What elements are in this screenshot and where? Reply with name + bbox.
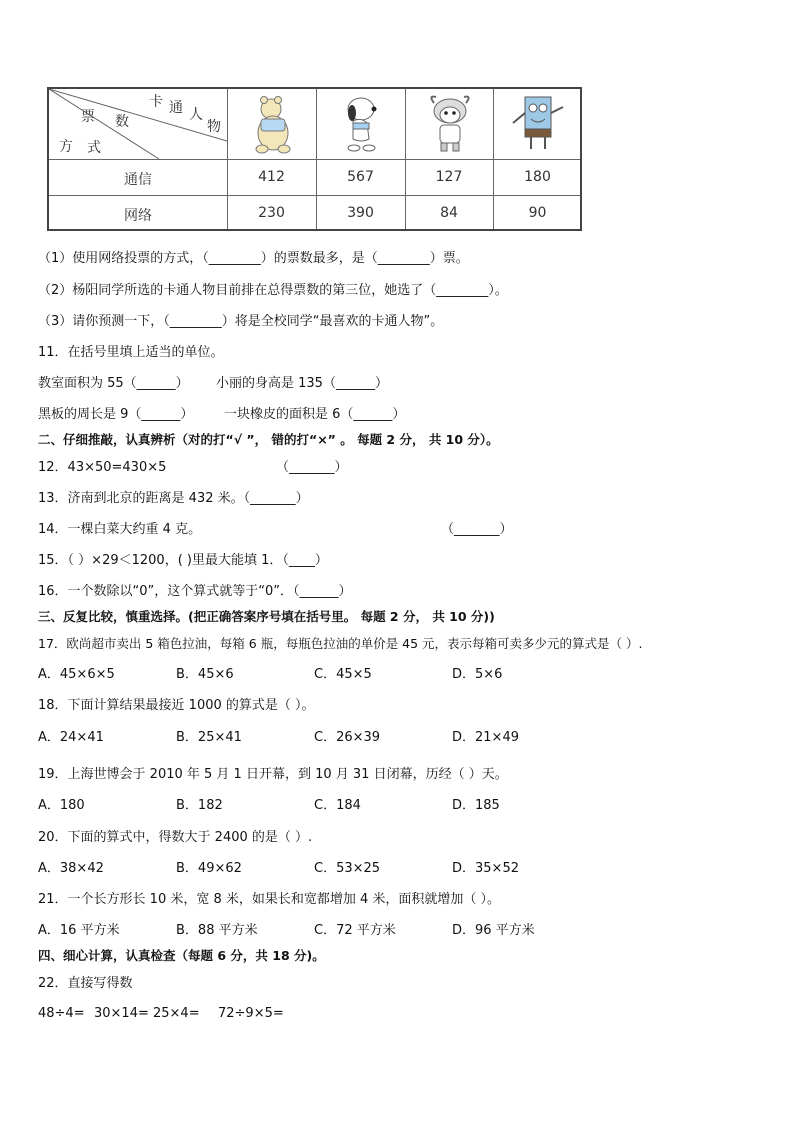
question-16: 16．一个数除以“0”，这个算式就等于“0”．（______） bbox=[38, 584, 352, 599]
header-char: 方 bbox=[59, 139, 73, 155]
question-10-2: （2）杨阳同学所选的卡通人物目前排在总得票数的第三位，她选了（________）。 bbox=[38, 283, 508, 298]
question-20: 20．下面的算式中，得数大于 2400 的是（ ）. bbox=[38, 830, 313, 845]
question-17: 17．欧尚超市卖出 5 箱色拉油，每箱 6 瓶，每瓶色拉油的单价是 45 元，表示每箱可卖多少元的算式是（ ）. bbox=[38, 636, 643, 651]
option: D．96 平方米 bbox=[452, 923, 535, 938]
question-11-c: 黑板的周长是 9（______） bbox=[38, 407, 194, 422]
option: A．180 bbox=[38, 798, 85, 813]
option: D．5×6 bbox=[452, 667, 503, 682]
question-14: 14．一棵白菜大约重 4 克。 bbox=[38, 522, 202, 537]
vote-table bbox=[47, 87, 582, 231]
section-4-heading: 四、细心计算，认真检查（每题 6 分，共 18 分)。 bbox=[38, 948, 325, 963]
option: C．45×5 bbox=[314, 667, 372, 682]
option: C．72 平方米 bbox=[314, 923, 396, 938]
option: D．21×49 bbox=[452, 730, 519, 745]
snoopy-icon bbox=[339, 93, 385, 155]
question-12-answer: （_______） bbox=[276, 460, 348, 475]
option: B．49×62 bbox=[176, 861, 242, 876]
header-diagonal bbox=[49, 89, 227, 159]
question-21: 21．一个长方形长 10 米，宽 8 米，如果长和宽都增加 4 米，面积就增加（ ）。 bbox=[38, 892, 501, 907]
question-18: 18．下面计算结果最接近 1000 的算式是（ ）。 bbox=[38, 698, 315, 713]
option: C．53×25 bbox=[314, 861, 381, 876]
calc-item: 30×14= bbox=[94, 1006, 149, 1021]
option: C．184 bbox=[314, 798, 361, 813]
option: A．45×6×5 bbox=[38, 667, 115, 682]
header-char: 数 bbox=[115, 114, 129, 130]
question-11-b: 小丽的身高是 135（______） bbox=[216, 376, 388, 391]
option: A．16 平方米 bbox=[38, 923, 120, 938]
option: B．88 平方米 bbox=[176, 923, 258, 938]
option: D．185 bbox=[452, 798, 500, 813]
option: B．182 bbox=[176, 798, 223, 813]
question-10-1: （1）使用网络投票的方式，（________）的票数最多，是（________）票。 bbox=[38, 251, 469, 266]
row-label: 通信 bbox=[124, 172, 152, 188]
row-label: 网络 bbox=[124, 208, 152, 224]
option: D．35×52 bbox=[452, 861, 519, 876]
option: A．24×41 bbox=[38, 730, 104, 745]
table-divider bbox=[49, 195, 580, 196]
question-15: 15．（ ）×29＜1200，( )里最大能填 1．（____） bbox=[38, 553, 328, 568]
question-11-d: 一块橡皮的面积是 6（______） bbox=[224, 407, 406, 422]
spongebob-icon bbox=[509, 93, 567, 155]
table-cell: 412 bbox=[258, 169, 285, 185]
option: B．25×41 bbox=[176, 730, 242, 745]
header-char: 票 bbox=[81, 109, 95, 125]
table-cell: 84 bbox=[440, 205, 458, 221]
question-11: 11．在括号里填上适当的单位。 bbox=[38, 345, 224, 360]
question-13: 13．济南到北京的距离是 432 米。（_______） bbox=[38, 491, 309, 506]
table-cell: 127 bbox=[435, 169, 463, 185]
section-3-heading: 三、反复比较，慎重选择。(把正确答案序号填在括号里。 每题 2 分， 共 10 分)) bbox=[38, 609, 495, 624]
question-22: 22．直接写得数 bbox=[38, 976, 133, 991]
table-cell: 230 bbox=[258, 205, 285, 221]
question-10-3: （3）请你预测一下，（________）将是全校同学“最喜欢的卡通人物”。 bbox=[38, 314, 444, 329]
header-char: 通 bbox=[169, 100, 183, 116]
section-2-heading: 二、仔细推敲，认真辨析（对的打“√ ”， 错的打“×” 。 每题 2 分， 共 10 分）。 bbox=[38, 432, 499, 447]
header-char: 人 bbox=[189, 107, 203, 123]
header-char: 物 bbox=[207, 119, 221, 135]
option: A．38×42 bbox=[38, 861, 104, 876]
calc-item: 72÷9×5= bbox=[218, 1006, 284, 1021]
calc-item: 48÷4= bbox=[38, 1006, 85, 1021]
calc-item: 25×4= bbox=[153, 1006, 200, 1021]
sheep-icon bbox=[424, 93, 476, 155]
table-cell: 390 bbox=[347, 205, 374, 221]
header-char: 式 bbox=[87, 140, 101, 156]
question-14-answer: （_______） bbox=[441, 522, 513, 537]
option: B．45×6 bbox=[176, 667, 234, 682]
table-divider bbox=[49, 159, 580, 160]
question-19: 19．上海世博会于 2010 年 5 月 1 日开幕，到 10 月 31 日闭幕，历经（ ）天。 bbox=[38, 767, 508, 782]
table-cell: 180 bbox=[524, 169, 551, 185]
table-cell: 90 bbox=[528, 205, 547, 221]
table-cell: 567 bbox=[347, 169, 374, 185]
question-12: 12．43×50=430×5 bbox=[38, 460, 167, 475]
header-char: 卡 bbox=[149, 94, 163, 110]
winnie-the-pooh-icon bbox=[249, 93, 299, 155]
question-11-a: 教室面积为 55（______） bbox=[38, 376, 189, 391]
option: C．26×39 bbox=[314, 730, 381, 745]
